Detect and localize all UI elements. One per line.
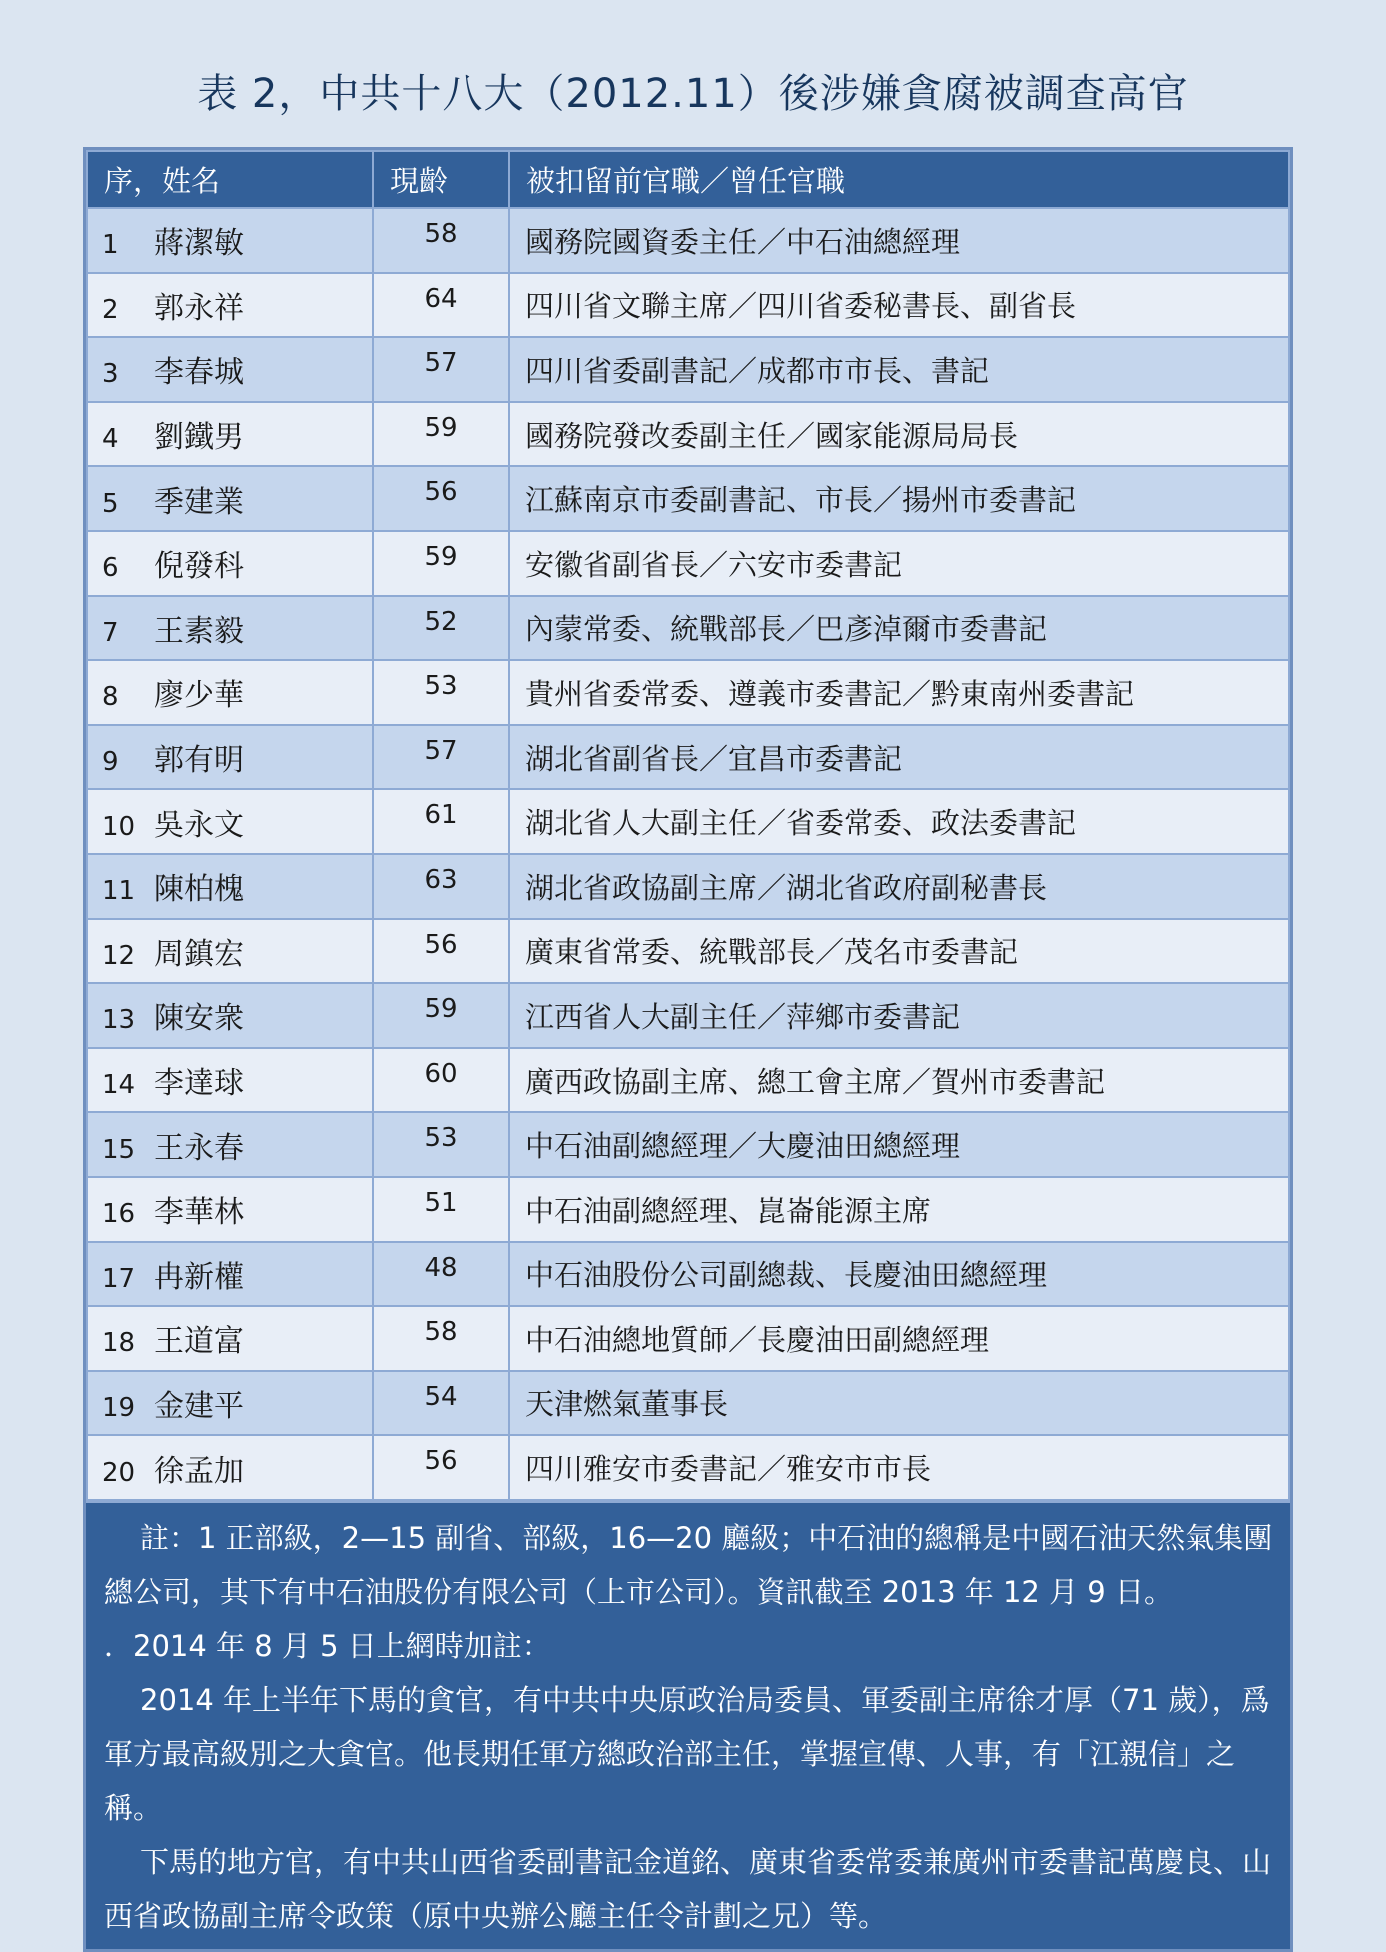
official-age: 56 [373,919,509,984]
official-name: 冉新權 [154,1259,244,1295]
official-post: 貴州省委常委、遵義市委書記／黔東南州委書記 [509,660,1289,725]
official-age: 59 [373,531,509,596]
cell-index-name [87,919,373,984]
official-age: 51 [373,1177,509,1242]
cell-index-name [87,402,373,467]
official-name: 李華林 [154,1195,244,1231]
official-post: 天津燃氣董事長 [509,1371,1289,1436]
official-post: 四川省文聯主席／四川省委秘書長、副省長 [509,273,1289,338]
official-post: 國務院發改委副主任／國家能源局局長 [509,402,1289,467]
official-post: 內蒙常委、統戰部長／巴彥淖爾市委書記 [509,596,1289,661]
official-age: 57 [373,337,509,402]
cell-index-name [87,208,373,273]
table-row [87,1112,1289,1177]
row-index: 9 [102,747,119,778]
official-age: 59 [373,983,509,1048]
table-row [87,660,1289,725]
note-ranks: 註：1 正部級，2—15 副省、部級，16—20 廳級；中石油的總稱是中國石油天然氣集團總公司，其下有中石油股份有限公司（上市公司）。資訊截至 2013 年 12 月 9 日。 [104,1520,1273,1609]
official-name: 徐孟加 [154,1453,244,1489]
table-row [87,402,1289,467]
official-name: 蔣潔敏 [154,226,244,262]
header-age: 現齡 [373,151,509,208]
officials-table-container [83,147,1293,1952]
official-age: 58 [373,1306,509,1371]
cell-index-name [87,789,373,854]
official-post: 江西省人大副主任／萍鄉市委書記 [509,983,1289,1048]
official-age: 64 [373,273,509,338]
note-local-officials: 下馬的地方官，有中共山西省委副書記金道銘、廣東省委常委兼廣州市委書記萬慶良、山西省政協副主席令政策（原中央辦公廳主任令計劃之兄）等。 [104,1844,1272,1933]
official-name: 金建平 [154,1388,244,1424]
official-post: 廣東省常委、統戰部長／茂名市委書記 [509,919,1289,984]
row-index: 17 [102,1263,136,1294]
table-row [87,789,1289,854]
official-post: 四川省委副書記／成都市市長、書記 [509,337,1289,402]
cell-index-name [87,1306,373,1371]
official-post: 中石油總地質師／長慶油田副總經理 [509,1306,1289,1371]
row-index: 4 [102,424,119,455]
officials-table [86,150,1290,1501]
cell-index-name [87,531,373,596]
row-index: 10 [102,811,136,842]
official-age: 53 [373,1112,509,1177]
row-index: 19 [102,1392,136,1423]
official-post: 湖北省副省長／宜昌市委書記 [509,725,1289,790]
row-index: 7 [102,617,119,648]
table-row [87,466,1289,531]
row-index: 16 [102,1199,136,1230]
table-row [87,1435,1289,1500]
table-row [87,1242,1289,1307]
cell-index-name [87,337,373,402]
row-index: 1 [102,230,119,261]
official-post: 安徽省副省長／六安市委書記 [509,531,1289,596]
official-name: 郭有明 [154,743,244,779]
row-index: 20 [102,1457,136,1488]
official-age: 63 [373,854,509,919]
official-post: 國務院國資委主任／中石油總經理 [509,208,1289,273]
cell-index-name [87,273,373,338]
official-post: 湖北省政協副主席／湖北省政府副秘書長 [509,854,1289,919]
table-body [87,208,1289,1500]
note-military: 2014 年上半年下馬的貪官，有中共中央原政治局委員、軍委副主席徐才厚（71 歲），爲軍方最高級別之大貪官。他長期任軍方總政治部主任，掌握宣傳、人事，有「江親信」之稱。 [104,1682,1270,1825]
cell-index-name [87,596,373,661]
cell-index-name [87,854,373,919]
table-row [87,919,1289,984]
official-name: 廖少華 [154,678,244,714]
official-age: 56 [373,466,509,531]
official-post: 中石油副總經理、崑崙能源主席 [509,1177,1289,1242]
header-index-name: 序，姓名 [87,151,373,208]
cell-index-name [87,660,373,725]
official-name: 王永春 [154,1130,244,1166]
row-index: 11 [102,876,136,907]
row-index: 13 [102,1005,136,1036]
official-name: 李春城 [154,355,244,391]
official-name: 陳安衆 [154,1001,244,1037]
row-index: 15 [102,1134,136,1165]
row-index: 3 [102,359,119,390]
official-post: 湖北省人大副主任／省委常委、政法委書記 [509,789,1289,854]
official-age: 48 [373,1242,509,1307]
official-age: 53 [373,660,509,725]
official-name: 吳永文 [154,807,244,843]
cell-index-name [87,1177,373,1242]
row-index: 14 [102,1070,136,1101]
table-row [87,1371,1289,1436]
row-index: 5 [102,488,119,519]
official-name: 郭永祥 [154,290,244,326]
notes-panel [86,1501,1290,1949]
official-post: 中石油股份公司副總裁、長慶油田總經理 [509,1242,1289,1307]
page-title: 表 2，中共十八大（2012.11）後涉嫌貪腐被調查高官 [197,71,1189,117]
official-post: 四川雅安市委書記／雅安市市長 [509,1435,1289,1500]
row-index: 2 [102,294,119,325]
cell-index-name [87,1112,373,1177]
official-age: 56 [373,1435,509,1500]
official-name: 王素毅 [154,613,244,649]
official-post: 江蘇南京市委副書記、市長／揚州市委書記 [509,466,1289,531]
official-name: 周鎮宏 [154,936,244,972]
official-age: 60 [373,1048,509,1113]
official-age: 57 [373,725,509,790]
table-row [87,273,1289,338]
official-post: 中石油副總經理／大慶油田總經理 [509,1112,1289,1177]
official-name: 季建業 [154,484,244,520]
official-name: 陳柏槐 [154,872,244,908]
row-index: 18 [102,1328,136,1359]
cell-index-name [87,725,373,790]
table-row [87,1048,1289,1113]
table-row [87,337,1289,402]
official-name: 王道富 [154,1324,244,1360]
official-name: 李達球 [154,1066,244,1102]
cell-index-name [87,983,373,1048]
table-row [87,531,1289,596]
official-age: 54 [373,1371,509,1436]
cell-index-name [87,1048,373,1113]
table-row [87,1177,1289,1242]
table-row [87,596,1289,661]
table-row [87,854,1289,919]
cell-index-name [87,1435,373,1500]
table-header-row [87,151,1289,208]
row-index: 6 [102,553,119,584]
official-age: 58 [373,208,509,273]
row-index: 8 [102,682,119,713]
header-post: 被扣留前官職／曾任官職 [509,151,1289,208]
cell-index-name [87,466,373,531]
table-row [87,208,1289,273]
official-name: 劉鐵男 [154,420,244,456]
note-update-heading: ．2014 年 8 月 5 日上網時加註： [104,1628,551,1663]
table-row [87,983,1289,1048]
official-name: 倪發科 [154,549,244,585]
table-row [87,725,1289,790]
official-post: 廣西政協副主席、總工會主席／賀州市委書記 [509,1048,1289,1113]
official-age: 61 [373,789,509,854]
cell-index-name [87,1242,373,1307]
row-index: 12 [102,940,136,971]
official-age: 59 [373,402,509,467]
cell-index-name [87,1371,373,1436]
table-row [87,1306,1289,1371]
official-age: 52 [373,596,509,661]
